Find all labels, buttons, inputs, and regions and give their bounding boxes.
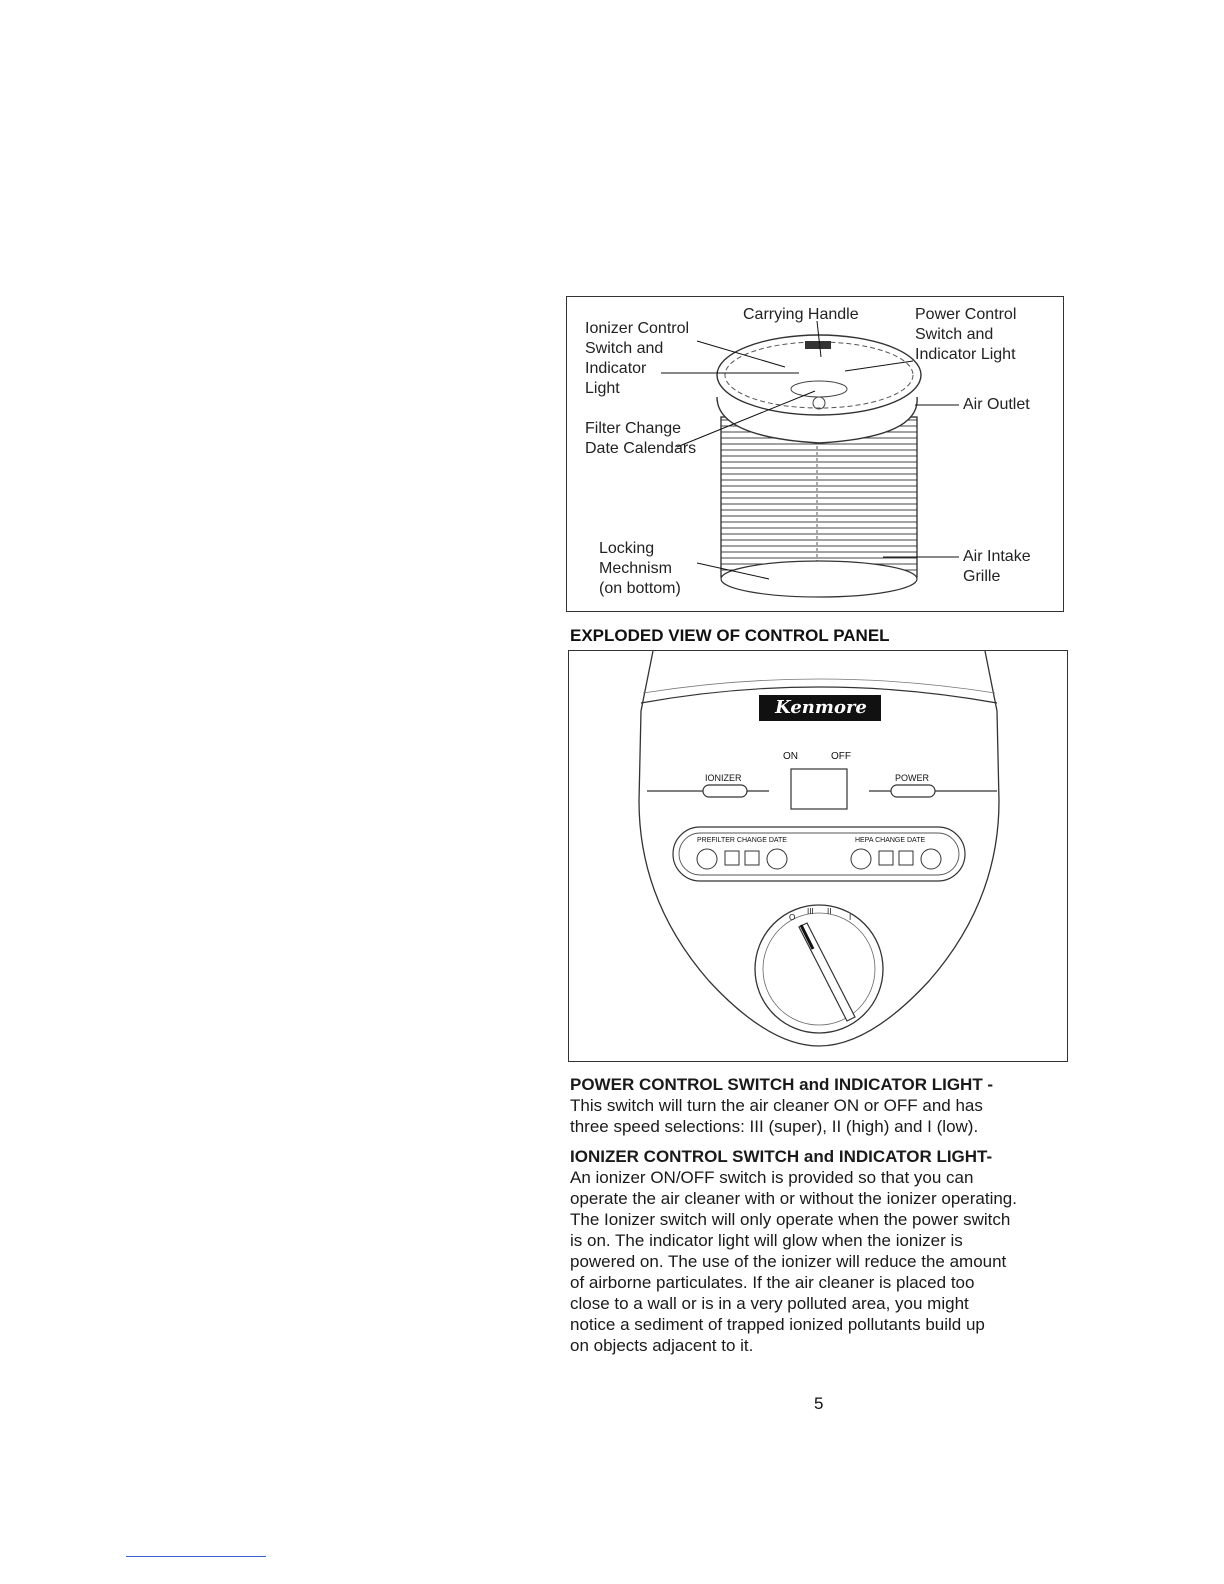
power-control-section	[570, 1074, 993, 1137]
label-line: Date Calendars	[585, 440, 697, 457]
para-line: of airborne particulates. If the air cleaner is placed too	[570, 1273, 975, 1292]
label-locking-mechanism	[599, 539, 681, 599]
label-power-control	[915, 305, 1016, 365]
label-line: Air Intake	[963, 548, 1031, 565]
figure-control-panel	[568, 650, 1068, 1062]
label-filter-change	[585, 419, 696, 459]
label-line: Indicator	[585, 360, 647, 377]
label-line: Filter Change	[585, 420, 682, 437]
para-line: is on. The indicator light will glow when the ionizer is	[570, 1231, 963, 1250]
para-line: operate the air cleaner with or without the ionizer operating.	[570, 1189, 1017, 1208]
para-line: notice a sediment of trapped ionized pollutants build up	[570, 1315, 985, 1334]
figure-air-cleaner	[566, 296, 1064, 612]
speed-label-low: I	[849, 913, 852, 922]
label-line: Light	[585, 380, 620, 397]
speed-label-off: O	[789, 913, 796, 922]
section-heading: POWER CONTROL SWITCH and INDICATOR LIGHT -	[570, 1075, 994, 1094]
speed-label-high: II	[827, 907, 832, 916]
label-line: Switch and	[585, 340, 664, 357]
label-line: Grille	[963, 568, 1001, 585]
label-line: Indicator Light	[915, 346, 1016, 363]
label-carrying-handle: Carrying Handle	[743, 306, 859, 323]
para-line: This switch will turn the air cleaner ON or OFF and has	[570, 1096, 983, 1115]
power-switch-label: POWER	[895, 773, 930, 783]
on-label: ON	[783, 751, 798, 762]
para-line: close to a wall or is in a very polluted area, you might	[570, 1294, 969, 1313]
footer-rule	[126, 1556, 266, 1557]
para-line: three speed selections: III (super), II (high) and I (low).	[570, 1117, 979, 1136]
para-line: powered on. The use of the ionizer will reduce the amount	[570, 1252, 1007, 1271]
para-line: An ionizer ON/OFF switch is provided so that you can	[570, 1168, 974, 1187]
label-line: Ionizer Control	[585, 320, 690, 337]
page-number: 5	[814, 1394, 824, 1413]
label-line: Switch and	[915, 326, 994, 343]
speed-label-super: III	[807, 907, 814, 916]
label-line: (on bottom)	[599, 580, 681, 597]
label-air-outlet: Air Outlet	[963, 396, 1030, 413]
prefilter-change-date-label: PREFILTER CHANGE DATE	[697, 837, 787, 844]
label-line: Locking	[599, 540, 655, 557]
para-line: The Ionizer switch will only operate when the power switch	[570, 1210, 1011, 1229]
ionizer-control-section	[570, 1146, 1017, 1356]
para-line: on objects adjacent to it.	[570, 1336, 754, 1355]
label-line: Mechnism	[599, 560, 672, 577]
exploded-view-heading: EXPLODED VIEW OF CONTROL PANEL	[570, 626, 890, 645]
label-ionizer-control	[585, 319, 689, 399]
off-label: OFF	[831, 751, 851, 762]
ionizer-switch-label: IONIZER	[705, 773, 742, 783]
label-air-intake	[963, 547, 1031, 587]
kenmore-logo: Kenmore	[775, 697, 867, 718]
hepa-change-date-label: HEPA CHANGE DATE	[855, 837, 926, 844]
section-heading: IONIZER CONTROL SWITCH and INDICATOR LIGHT-	[570, 1147, 993, 1166]
label-line: Power Control	[915, 306, 1017, 323]
